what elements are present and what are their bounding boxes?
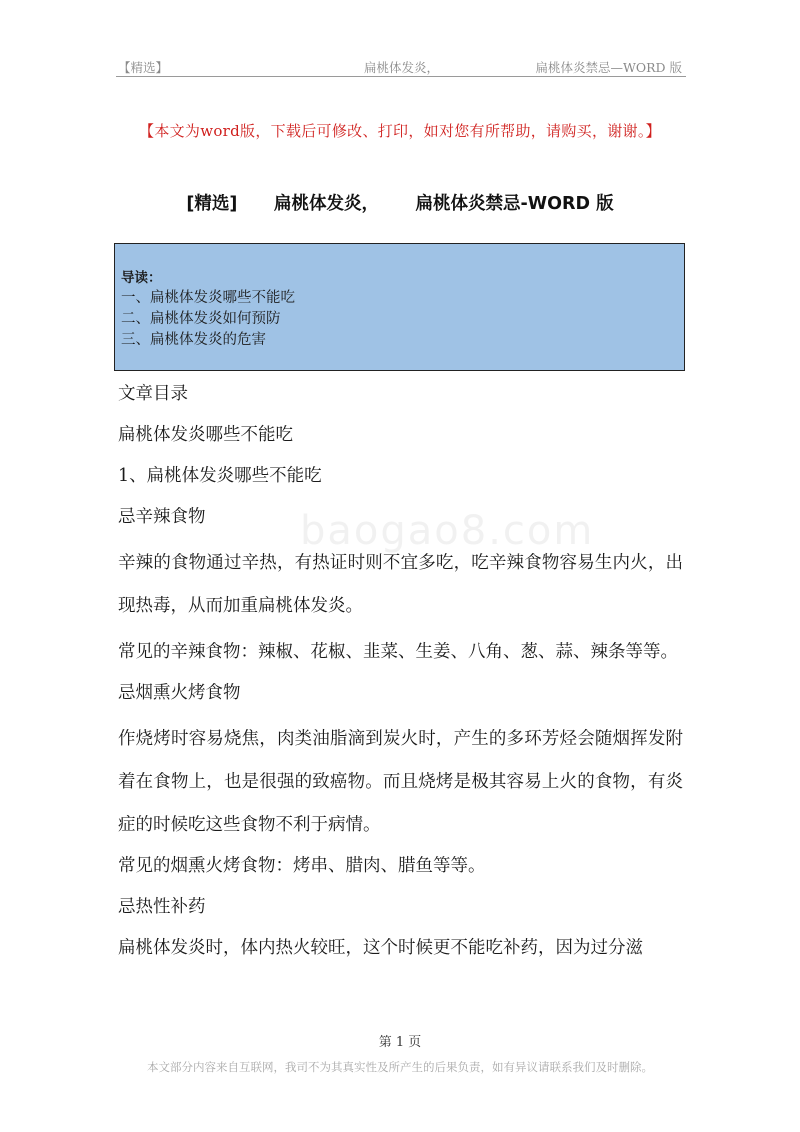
section-heading: 扁桃体发炎哪些不能吃 — [118, 425, 293, 445]
watermark: baogao8.com — [300, 508, 595, 554]
header-divider — [116, 76, 686, 77]
body-paragraph: 辛辣的食物通过辛热，有热证时则不宜多吃，吃辛辣食物容易生内火，出现热毒，从而加重扁桃体发炎。 — [118, 553, 683, 616]
document-title: [精选] 扁桃体发炎， 扁桃体炎禁忌-WORD 版 — [186, 194, 614, 214]
header-right: 扁桃体炎禁忌—WORD 版 — [535, 60, 682, 75]
section-heading: 1、扁桃体发炎哪些不能吃 — [118, 466, 322, 486]
page-number: 第 1 页 — [378, 1035, 422, 1050]
guide-box — [114, 243, 685, 371]
subheading: 忌辛辣食物 — [118, 507, 206, 527]
guide-label: 导读： — [121, 270, 162, 286]
subheading: 忌烟熏火烤食物 — [118, 683, 241, 703]
guide-item: 一、扁桃体发炎哪些不能吃 — [121, 290, 295, 306]
header-left: 【精选】 — [118, 60, 169, 75]
guide-item: 二、扁桃体发炎如何预防 — [121, 311, 281, 327]
subheading: 忌热性补药 — [118, 897, 206, 917]
body-paragraph: 扁桃体发炎时，体内热火较旺，这个时候更不能吃补药，因为过分滋 — [118, 938, 643, 958]
footer-disclaimer: 本文部分内容来自互联网，我司不为其真实性及所产生的后果负责，如有异议请联系我们及时删除。 — [147, 1060, 653, 1074]
guide-item: 三、扁桃体发炎的危害 — [121, 332, 266, 348]
body-paragraph: 常见的辛辣食物：辣椒、花椒、韭菜、生姜、八角、葱、蒜、辣条等等。 — [118, 642, 678, 662]
body-paragraph: 作烧烤时容易烧焦，肉类油脂滴到炭火时，产生的多环芳烃会随烟挥发附着在食物上，也是很强的致癌物。而且烧烤是极其容易上火的食物，有炎症的时候吃这些食物不利于病情。 — [118, 729, 683, 835]
header-center: 扁桃体发炎， — [364, 60, 440, 75]
purchase-notice: 【本文为word版，下载后可修改、打印，如对您有所帮助，请购买，谢谢。】 — [139, 122, 661, 140]
toc-heading: 文章目录 — [118, 384, 188, 404]
body-paragraph: 常见的烟熏火烤食物：烤串、腊肉、腊鱼等等。 — [118, 856, 486, 876]
document-body — [118, 378, 683, 973]
